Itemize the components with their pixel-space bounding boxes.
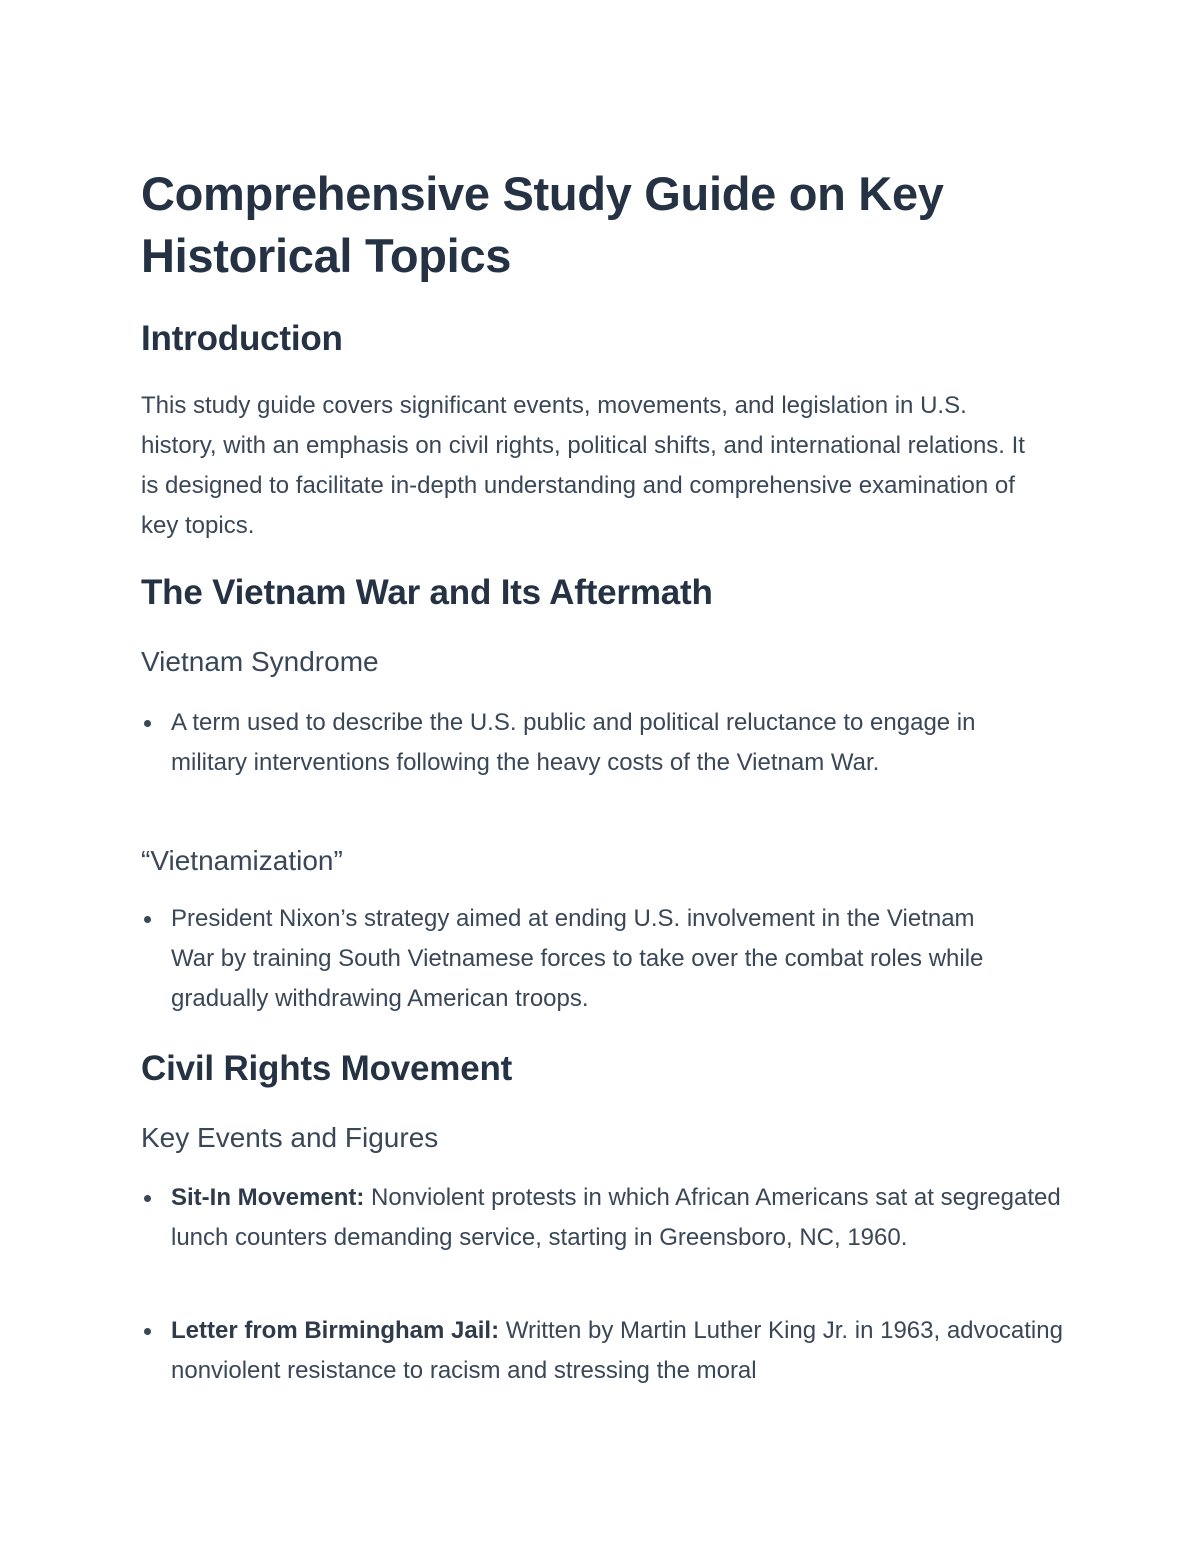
bullet-dot-icon xyxy=(144,916,151,923)
bullet-text: President Nixon’s strategy aimed at ending U.S. involvement in the Vietnam War by training South Vietnamese forces to take over the combat roles while gradually withdrawing American troops. xyxy=(171,905,984,1012)
bullet-dot-icon xyxy=(144,720,151,727)
bullet-dot-icon xyxy=(144,1195,151,1202)
bullet-term: Sit-In Movement: xyxy=(171,1184,365,1211)
bullet-text xyxy=(171,1311,1066,1391)
vietnam-syndrome-bullet xyxy=(141,703,1066,783)
bullet-dot-icon xyxy=(144,1328,151,1335)
sit-in-movement-bullet xyxy=(141,1178,1066,1258)
birmingham-letter-bullet xyxy=(141,1311,1066,1391)
vietnamization-heading: “Vietnamization” xyxy=(141,845,343,876)
bullet-text xyxy=(171,1178,1066,1258)
vietnamization-bullet xyxy=(141,899,1066,1019)
key-events-heading: Key Events and Figures xyxy=(141,1122,439,1153)
bullet-term: Letter from Birmingham Jail: xyxy=(171,1317,500,1344)
vietnam-syndrome-heading: Vietnam Syndrome xyxy=(141,646,379,677)
document-title: Comprehensive Study Guide on Key Historical Topics xyxy=(141,167,944,282)
bullet-description: Nonviolent protests in which African Americans sat at segregated lunch counters demanding service, starting in Greensboro, NC, 1960. xyxy=(171,1184,1061,1251)
civil-rights-heading: Civil Rights Movement xyxy=(141,1049,513,1088)
bullet-text: A term used to describe the U.S. public and political reluctance to engage in military interventions following the heavy costs of the Vietnam War. xyxy=(171,709,976,776)
introduction-heading: Introduction xyxy=(141,319,343,358)
vietnam-war-heading: The Vietnam War and Its Aftermath xyxy=(141,573,713,612)
bullet-description: Written by Martin Luther King Jr. in 1963, advocating nonviolent resistance to racism and stressing the moral xyxy=(171,1317,1063,1384)
introduction-paragraph: This study guide covers significant events, movements, and legislation in U.S. history, with an emphasis on civil rights, political shifts, and international relations. It is designed to facilitate in-depth understanding and comprehensive examination of key topics. xyxy=(141,392,1025,539)
